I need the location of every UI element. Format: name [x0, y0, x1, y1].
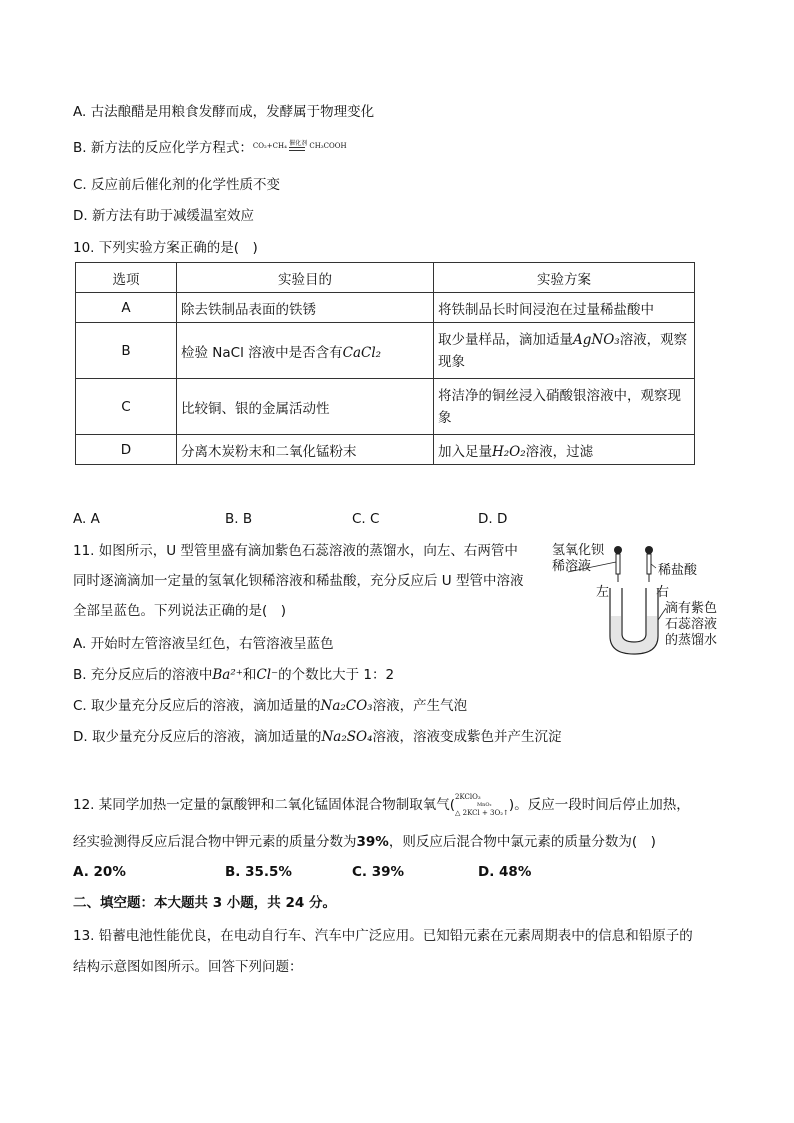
cell-formula: H₂O₂	[492, 443, 526, 460]
liquid	[611, 616, 658, 653]
table-row	[76, 323, 695, 379]
option-formula: Na₂CO₃	[320, 698, 373, 714]
q12-equation: 2KClO₃ MnO₂ △ 2KCl + 3O₂↑	[455, 793, 509, 817]
q10-answer-c: C. C	[352, 511, 380, 527]
option-formula: Cl⁻	[256, 667, 279, 683]
option-text: 和	[242, 667, 257, 683]
label-dilute-solution: 稀溶液	[552, 559, 592, 574]
q10-stem: 10. 下列实验方案正确的是( )	[73, 240, 258, 256]
dropper-right	[645, 546, 653, 582]
table-header-row	[76, 263, 695, 293]
u-tube-figure	[548, 538, 748, 658]
q12-eq-top: 2KClO₃	[455, 793, 481, 801]
q9-equation	[253, 136, 347, 156]
q9-option-b-prefix: B. 新方法的反应化学方程式：	[73, 140, 253, 156]
pointer-line	[651, 564, 656, 568]
table-cell: 将铁制品长时间浸泡在过量稀盐酸中	[434, 293, 695, 323]
q11-option-a: A. 开始时左管溶液呈红色，右管溶液呈蓝色	[73, 636, 334, 652]
q12-text: )。反应一段时间后停止加热，	[508, 797, 690, 813]
cell-text: 溶液，观察	[619, 331, 688, 348]
table-header: 选项	[76, 263, 177, 293]
cell-text: 现象	[438, 353, 465, 370]
table-cell: B	[76, 323, 177, 379]
table-cell: 比较铜、银的金属活动性	[177, 379, 434, 435]
q13-stem-line: 13. 铅蓄电池性能优良，在电动自行车、汽车中广泛应用。已知铅元素在元素周期表中的信息和铅原子的	[73, 928, 693, 944]
table-cell: D	[76, 435, 177, 465]
option-formula: Na₂SO₄	[321, 729, 373, 745]
table-cell	[434, 435, 695, 465]
q12-answer-c: C. 39%	[352, 864, 405, 880]
q9-option-d: D. 新方法有助于减缓温室效应	[73, 208, 254, 224]
option-text: B. 充分反应后的溶液中	[73, 667, 213, 683]
q12-answer-a: A. 20%	[73, 864, 126, 880]
q10-answer-b: B. B	[225, 511, 253, 527]
table-header: 实验目的	[177, 263, 434, 293]
q11-option-b	[73, 665, 394, 685]
label-barium-hydroxide: 氢氧化钡	[552, 543, 605, 558]
label-left: 左	[596, 585, 610, 600]
table-cell: C	[76, 379, 177, 435]
section-heading: 二、填空题：本大题共 3 小题，共 24 分。	[73, 895, 336, 911]
label-hydrochloric-acid: 稀盐酸	[658, 563, 698, 578]
cell-formula: AgNO₃	[573, 331, 620, 348]
q9-eq-left: CO₂+CH₄	[252, 142, 287, 150]
q10-answer-d: D. D	[478, 511, 508, 527]
q12-text: ，则反应后混合物中氯元素的质量分数为( )	[388, 834, 656, 850]
q12-eq-condition: MnO₂	[477, 802, 492, 808]
q13-stem-line: 结构示意图如图所示。回答下列问题：	[73, 959, 303, 975]
q9-option-a: A. 古法酿醋是用粮食发酵而成，发酵属于物理变化	[73, 104, 375, 120]
q12-text: 12. 某同学加热一定量的氯酸钾和二氧化锰固体混合物制取氧气(	[73, 797, 456, 813]
table-cell: 除去铁制品表面的铁锈	[177, 293, 434, 323]
cell-text: 加入足量	[438, 443, 492, 460]
dropper-left	[614, 546, 622, 582]
label-water-3: 的蒸馏水	[665, 633, 718, 648]
q9-eq-condition: 催化剂	[289, 140, 308, 147]
option-text: 的个数比大于 1：2	[278, 667, 395, 683]
q12-text: 经实验测得反应后混合物中钾元素的质量分数为	[73, 834, 357, 850]
table-cell: A	[76, 293, 177, 323]
cell-text: 象	[438, 409, 452, 426]
table-row	[76, 293, 695, 323]
q11-stem-line: 同时逐滴滴加一定量的氢氧化钡稀溶液和稀盐酸，充分反应后 U 型管中溶液	[73, 573, 524, 589]
q9-option-c: C. 反应前后催化剂的化学性质不变	[73, 177, 281, 193]
q12-answer-d: D. 48%	[478, 864, 532, 880]
table-row	[76, 379, 695, 435]
cell-formula: CaCl₂	[342, 344, 382, 361]
cell-text: 溶液，过滤	[525, 443, 594, 460]
q11-stem-line: 11. 如图所示，U 型管里盛有滴加紫色石蕊溶液的蒸馏水，向左、右两管中	[73, 543, 518, 559]
q12-eq-bottom: 2KCl + 3O₂↑	[462, 809, 509, 817]
table-cell	[434, 379, 695, 435]
q10-answer-a: A. A	[73, 511, 100, 527]
table-row	[76, 435, 695, 465]
q11-stem-line: 全部呈蓝色。下列说法正确的是( )	[73, 603, 287, 619]
option-text: 溶液，产生气泡	[372, 698, 468, 714]
label-water-2: 石蕊溶液	[665, 617, 718, 632]
q9-eq-right: CH₃COOH	[309, 142, 347, 150]
cell-text: 将洁净的铜丝浸入硝酸银溶液中，观察现	[438, 387, 681, 404]
option-text: C. 取少量充分反应后的溶液，滴加适量的	[73, 698, 321, 714]
option-formula: Ba²⁺	[212, 667, 243, 683]
table-cell: 分离木炭粉末和二氧化锰粉末	[177, 435, 434, 465]
q11-option-c	[73, 696, 467, 716]
q10-table	[75, 262, 695, 465]
q12-stem-line1	[73, 793, 690, 817]
q12-value: 39%	[356, 834, 389, 850]
q12-answer-b: B. 35.5%	[225, 864, 292, 880]
table-cell	[434, 323, 695, 379]
cell-text: 检验 NaCl 溶液中是否含有	[181, 344, 343, 361]
table-cell	[177, 323, 434, 379]
label-water-1: 滴有紫色	[665, 601, 718, 616]
q9-eq-arrow	[289, 141, 307, 151]
option-text: D. 取少量充分反应后的溶液，滴加适量的	[73, 729, 322, 745]
table-header: 实验方案	[434, 263, 695, 293]
q12-stem-line2	[73, 832, 656, 852]
cell-text: 取少量样品，滴加适量	[438, 331, 573, 348]
q11-option-d	[73, 727, 562, 747]
label-right: 右	[656, 585, 670, 600]
option-text: 溶液，溶液变成紫色并产生沉淀	[372, 729, 562, 745]
q9-option-b	[73, 138, 347, 158]
